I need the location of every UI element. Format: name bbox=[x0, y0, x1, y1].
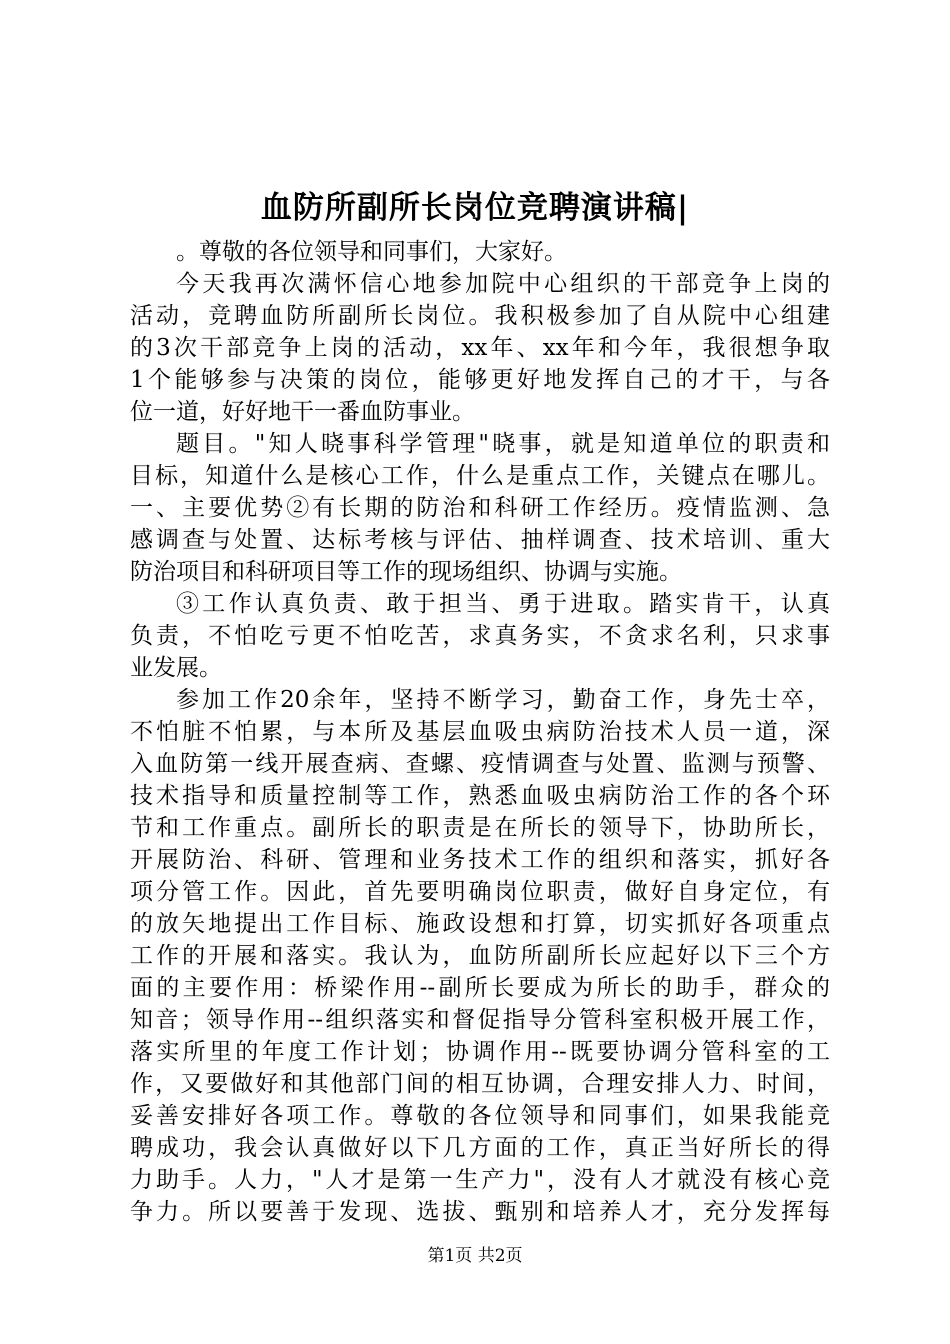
text-line: 的3次干部竞争上岗的活动，xx年、xx年和今年，我很想争取 bbox=[130, 335, 830, 361]
text-line: 参加工作20余年，坚持不断学习，勤奋工作，身先士卒， bbox=[176, 687, 830, 713]
text-line: 力助手。人力，"人才是第一生产力"，没有人才就没有核心竞 bbox=[130, 1167, 830, 1193]
text-line: 活动，竞聘血防所副所长岗位。我积极参加了自从院中心组建 bbox=[130, 303, 830, 329]
text-line: 争力。所以要善于发现、选拔、甄别和培养人才，充分发挥每 bbox=[130, 1199, 830, 1225]
text-line: 作，又要做好和其他部门间的相互协调，合理安排人力、时间， bbox=[130, 1071, 830, 1097]
text-line: ③工作认真负责、敢于担当、勇于进取。踏实肯干，认真 bbox=[176, 591, 830, 617]
text-line: 。尊敬的各位领导和同事们，大家好。 bbox=[176, 239, 567, 265]
text-line: 项分管工作。因此，首先要明确岗位职责，做好自身定位，有 bbox=[130, 879, 830, 905]
document-title: 血防所副所长岗位竞聘演讲稿| bbox=[260, 190, 690, 226]
text-line: 业发展。 bbox=[130, 655, 222, 681]
text-line: 题目。"知人晓事科学管理"晓事，就是知道单位的职责和 bbox=[176, 431, 830, 457]
text-line: 的放矢地提出工作目标、施政设想和打算，切实抓好各项重点 bbox=[130, 911, 830, 937]
text-line: 今天我再次满怀信心地参加院中心组织的干部竞争上岗的 bbox=[176, 271, 830, 297]
text-line: 工作的开展和落实。我认为，血防所副所长应起好以下三个方 bbox=[130, 943, 830, 969]
text-line: 落实所里的年度工作计划；协调作用--既要协调分管科室的工 bbox=[130, 1039, 830, 1065]
page-footer: 第1页 共2页 bbox=[427, 1246, 523, 1266]
document-body bbox=[130, 236, 830, 1228]
text-line: 妥善安排好各项工作。尊敬的各位领导和同事们，如果我能竞 bbox=[130, 1103, 830, 1129]
text-line: 知音；领导作用--组织落实和督促指导分管科室积极开展工作， bbox=[130, 1007, 830, 1033]
text-line: 入血防第一线开展查病、查螺、疫情调查与处置、监测与预警、 bbox=[130, 751, 830, 777]
text-line: 位一道，好好地干一番血防事业。 bbox=[130, 399, 475, 425]
text-line: 防治项目和科研项目等工作的现场组织、协调与实施。 bbox=[130, 559, 682, 585]
text-line: 感调查与处置、达标考核与评估、抽样调查、技术培训、重大 bbox=[130, 527, 830, 553]
text-line: 1个能够参与决策的岗位，能够更好地发挥自己的才干，与各 bbox=[130, 367, 830, 393]
text-line: 目标，知道什么是核心工作，什么是重点工作，关键点在哪儿。 bbox=[130, 463, 830, 489]
text-line: 开展防治、科研、管理和业务技术工作的组织和落实，抓好各 bbox=[130, 847, 830, 873]
text-line: 技术指导和质量控制等工作，熟悉血吸虫病防治工作的各个环 bbox=[130, 783, 830, 809]
text-line: 一、主要优势②有长期的防治和科研工作经历。疫情监测、急 bbox=[130, 495, 830, 521]
text-line: 面的主要作用：桥梁作用--副所长要成为所长的助手，群众的 bbox=[130, 975, 830, 1001]
text-line: 负责，不怕吃亏更不怕吃苦，求真务实，不贪求名利，只求事 bbox=[130, 623, 830, 649]
text-line: 聘成功，我会认真做好以下几方面的工作，真正当好所长的得 bbox=[130, 1135, 830, 1161]
text-line: 不怕脏不怕累，与本所及基层血吸虫病防治技术人员一道，深 bbox=[130, 719, 830, 745]
text-line: 节和工作重点。副所长的职责是在所长的领导下，协助所长， bbox=[130, 815, 830, 841]
